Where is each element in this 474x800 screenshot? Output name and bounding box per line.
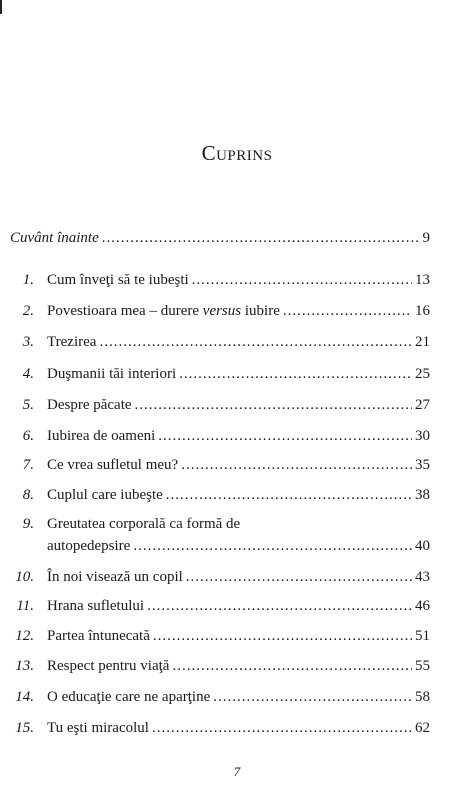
dot-leader xyxy=(135,396,412,414)
toc-entry xyxy=(0,486,430,504)
dot-leader xyxy=(102,229,420,247)
toc-entry-page: 55 xyxy=(415,658,430,674)
toc-entry-title: Ce vrea sufletul meu? xyxy=(47,457,179,473)
toc-entry-page: 46 xyxy=(415,598,430,614)
toc-entry-number: 2. xyxy=(22,303,34,319)
toc-entry-number: 14. xyxy=(15,689,34,705)
dot-leader xyxy=(192,271,412,289)
dot-leader xyxy=(158,427,412,445)
toc-entry-continuation xyxy=(47,537,430,555)
dot-leader xyxy=(213,688,412,706)
toc-entry-title: Partea întunecată xyxy=(47,628,150,644)
toc-entry-number: 15. xyxy=(15,720,34,736)
toc-entry-page: 13 xyxy=(415,272,430,288)
toc-entry xyxy=(0,302,430,320)
toc-entry-number: 10. xyxy=(15,569,34,585)
page-title: Cuprins xyxy=(201,141,273,165)
toc-entry-title: Respect pentru viaţă xyxy=(47,658,170,674)
toc-entry xyxy=(0,456,430,474)
toc-entry-title: Povestioara mea – durere versus iubire xyxy=(47,303,280,319)
dot-leader xyxy=(283,302,412,320)
toc-entry-title: O educaţie care ne aparţine xyxy=(47,689,211,705)
toc-entry-title: Cum înveţi să te iubeşti xyxy=(47,272,189,288)
dot-leader xyxy=(152,719,412,737)
toc-entry-number: 7. xyxy=(22,457,34,473)
dot-leader xyxy=(153,627,412,645)
toc-entry-number: 6. xyxy=(22,428,34,444)
toc-entry xyxy=(0,688,430,706)
toc-entry-number: 5. xyxy=(22,397,34,413)
toc-entry-title: În noi visează un copil xyxy=(47,569,183,585)
toc-entry xyxy=(0,396,430,414)
toc-entry-page: 21 xyxy=(415,334,430,350)
toc-entry-page: 51 xyxy=(415,628,430,644)
toc-entry-title: Tu eşti miracolul xyxy=(47,720,149,736)
dot-leader xyxy=(179,365,412,383)
toc-entry-page: 25 xyxy=(415,366,430,382)
toc-entry-page: 38 xyxy=(415,487,430,503)
toc-entry-number: 3. xyxy=(22,334,34,350)
toc-entry-page: 30 xyxy=(415,428,430,444)
dot-leader xyxy=(99,333,412,351)
toc-entry xyxy=(0,333,430,351)
toc-entry-page: 27 xyxy=(415,397,430,413)
toc-entry xyxy=(0,719,430,737)
toc-entry-page: 43 xyxy=(415,569,430,585)
toc-entry xyxy=(0,568,430,586)
dot-leader xyxy=(172,657,412,675)
toc-entry xyxy=(0,271,430,289)
dot-leader xyxy=(166,486,412,504)
toc-entry-number: 4. xyxy=(22,366,34,382)
toc-entry-title: Cuvânt înainte xyxy=(10,230,99,246)
toc-entry-title-emphasis: versus xyxy=(202,303,242,319)
toc-entry-number: 13. xyxy=(15,658,34,674)
dot-leader xyxy=(147,597,412,615)
toc-entry-title: Duşmanii tăi interiori xyxy=(47,366,177,382)
toc-entry-title-continuation: autopedepsire xyxy=(47,538,131,554)
toc-entry-title: Despre păcate xyxy=(47,397,132,413)
toc-entry-title: Trezirea xyxy=(47,334,97,350)
toc-entry-page: 16 xyxy=(415,303,430,319)
toc-entry xyxy=(0,597,430,615)
toc-entry-number: 8. xyxy=(22,487,34,503)
toc-entry-page: 35 xyxy=(415,457,430,473)
dot-leader xyxy=(181,456,412,474)
toc-entry-first-line xyxy=(0,515,430,533)
toc-entry-page: 62 xyxy=(415,720,430,736)
toc-entry xyxy=(0,657,430,675)
toc-entry-page: 9 xyxy=(422,230,430,246)
toc-entry-title: Iubirea de oameni xyxy=(47,428,156,444)
toc-entry-title: Hrana sufletului xyxy=(47,598,145,614)
page-number: 7 xyxy=(233,764,241,779)
toc-entry xyxy=(0,627,430,645)
toc-entry xyxy=(0,427,430,445)
toc-entry xyxy=(0,365,430,383)
toc-entry-page: 58 xyxy=(415,689,430,705)
edge-mark xyxy=(0,0,2,14)
dot-leader xyxy=(186,568,412,586)
toc-entry-title: Cuplul care iubeşte xyxy=(47,487,163,503)
toc-entry-page: 40 xyxy=(415,538,430,554)
toc-entry-number: 1. xyxy=(22,272,34,288)
toc-entry-number: 9. xyxy=(22,516,34,532)
toc-entry-title: Greutatea corporală ca formă de xyxy=(47,516,241,532)
toc-entry-foreword xyxy=(10,229,430,247)
dot-leader xyxy=(133,537,412,555)
toc-entry-number: 11. xyxy=(16,598,34,614)
toc-entry-number: 12. xyxy=(15,628,34,644)
